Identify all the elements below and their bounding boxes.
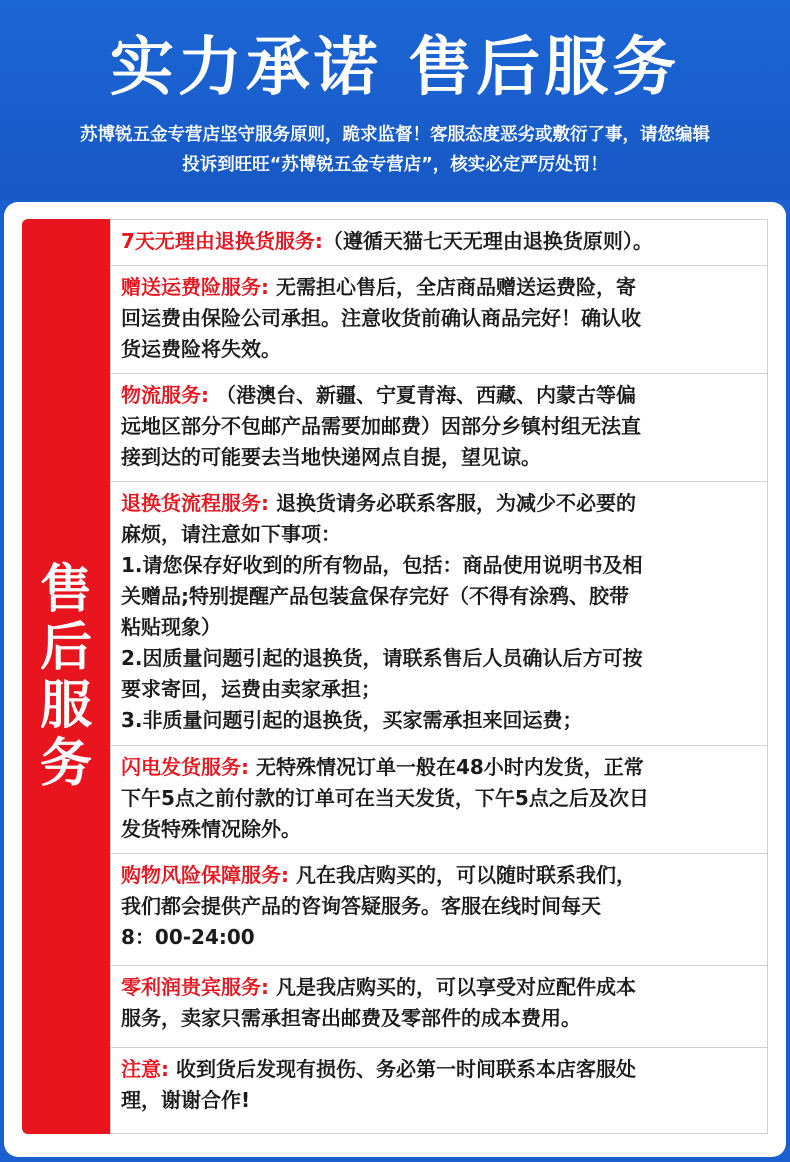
service-text: 我们都会提供产品的咨询答疑服务。客服在线时间每天 xyxy=(121,894,601,918)
service-row-vip-zero-profit xyxy=(111,966,767,1048)
service-label: 购物风险保障服务: xyxy=(121,863,289,887)
service-text: （港澳台、新疆、宁夏青海、西藏、内蒙古等偏 xyxy=(209,383,636,407)
service-text: 凡是我店购买的，可以享受对应配件成本 xyxy=(269,975,636,999)
header-subtitle xyxy=(30,120,760,180)
service-row-logistics xyxy=(111,374,767,482)
service-text: （遵循天猫七天无理由退换货原则）。 xyxy=(322,229,653,253)
service-text: 服务，卖家只需承担寄出邮费及零部件的成本费用。 xyxy=(121,1006,581,1030)
service-row-return-process xyxy=(111,482,767,746)
service-row-fast-delivery xyxy=(111,746,767,854)
service-label: 7天无理由退换货服务: xyxy=(121,229,323,253)
service-text: 回运费由保险公司承担。注意收货前确认商品完好！确认收 xyxy=(121,306,641,330)
side-char-1: 售 xyxy=(39,559,92,620)
subtitle-line-2: 投诉到旺旺“苏博锐五金专营店”，核实必定严厉处罚！ xyxy=(182,155,608,175)
service-row-risk-guarantee xyxy=(111,854,767,966)
service-text: 理，谢谢合作! xyxy=(121,1088,251,1112)
side-label-text xyxy=(36,561,96,793)
service-text: 无特殊情况订单一般在48小时内发货，正常 xyxy=(249,755,644,779)
service-text: 粘贴现象） xyxy=(121,615,221,639)
side-label-after-sales xyxy=(22,219,110,1134)
service-text: 无需担心售后，全店商品赠送运费险，寄 xyxy=(269,275,636,299)
service-label: 注意: xyxy=(121,1057,169,1081)
service-label: 赠送运费险服务: xyxy=(121,275,269,299)
side-char-3: 服 xyxy=(39,675,92,736)
service-row-shipping-insurance xyxy=(111,266,767,374)
service-text: 发货特殊情况除外。 xyxy=(121,817,301,841)
service-text: 1.请您保存好收到的所有物品，包括：商品使用说明书及相 xyxy=(121,553,643,577)
service-row-return-7days xyxy=(111,220,767,266)
service-text: 麻烦，请注意如下事项： xyxy=(121,522,341,546)
service-text: 接到达的可能要去当地快递网点自提，望见谅。 xyxy=(121,445,541,469)
header-banner xyxy=(0,0,790,200)
service-text: 远地区部分不包邮产品需要加邮费）因部分乡镇村组无法直 xyxy=(121,414,641,438)
service-text: 凡在我店购买的，可以随时联系我们， xyxy=(289,863,636,887)
service-text: 收到货后发现有损伤、务必第一时间联系本店客服处 xyxy=(169,1057,636,1081)
service-text: 2.因质量问题引起的退换货，请联系售后人员确认后方可按 xyxy=(121,646,643,670)
service-text: 要求寄回，运费由卖家承担； xyxy=(121,677,381,701)
service-label: 零利润贵宾服务: xyxy=(121,975,269,999)
service-text: 退换货请务必联系客服，为减少不必要的 xyxy=(269,491,636,515)
service-row-notice xyxy=(111,1048,767,1133)
service-text: 关赠品;特别提醒产品包装盒保存完好（不得有涂鸦、胶带 xyxy=(121,584,629,608)
service-text: 下午5点之前付款的订单可在当天发货，下午5点之后及次日 xyxy=(121,786,649,810)
service-text: 3.非质量问题引起的退换货，买家需承担来回运费； xyxy=(121,708,583,732)
side-char-4: 务 xyxy=(39,733,92,794)
service-list xyxy=(110,219,768,1134)
subtitle-line-1: 苏博锐五金专营店坚守服务原则，跪求监督！客服态度恶劣或敷衍了事，请您编辑 xyxy=(80,125,710,145)
service-label: 物流服务: xyxy=(121,383,209,407)
service-text: 货运费险将失效。 xyxy=(121,337,281,361)
page-title: 实力承诺 售后服务 xyxy=(109,31,681,105)
service-label: 退换货流程服务: xyxy=(121,491,269,515)
service-label: 闪电发货服务: xyxy=(121,755,249,779)
side-char-2: 后 xyxy=(39,617,92,678)
service-text: 8：00-24:00 xyxy=(121,925,255,949)
